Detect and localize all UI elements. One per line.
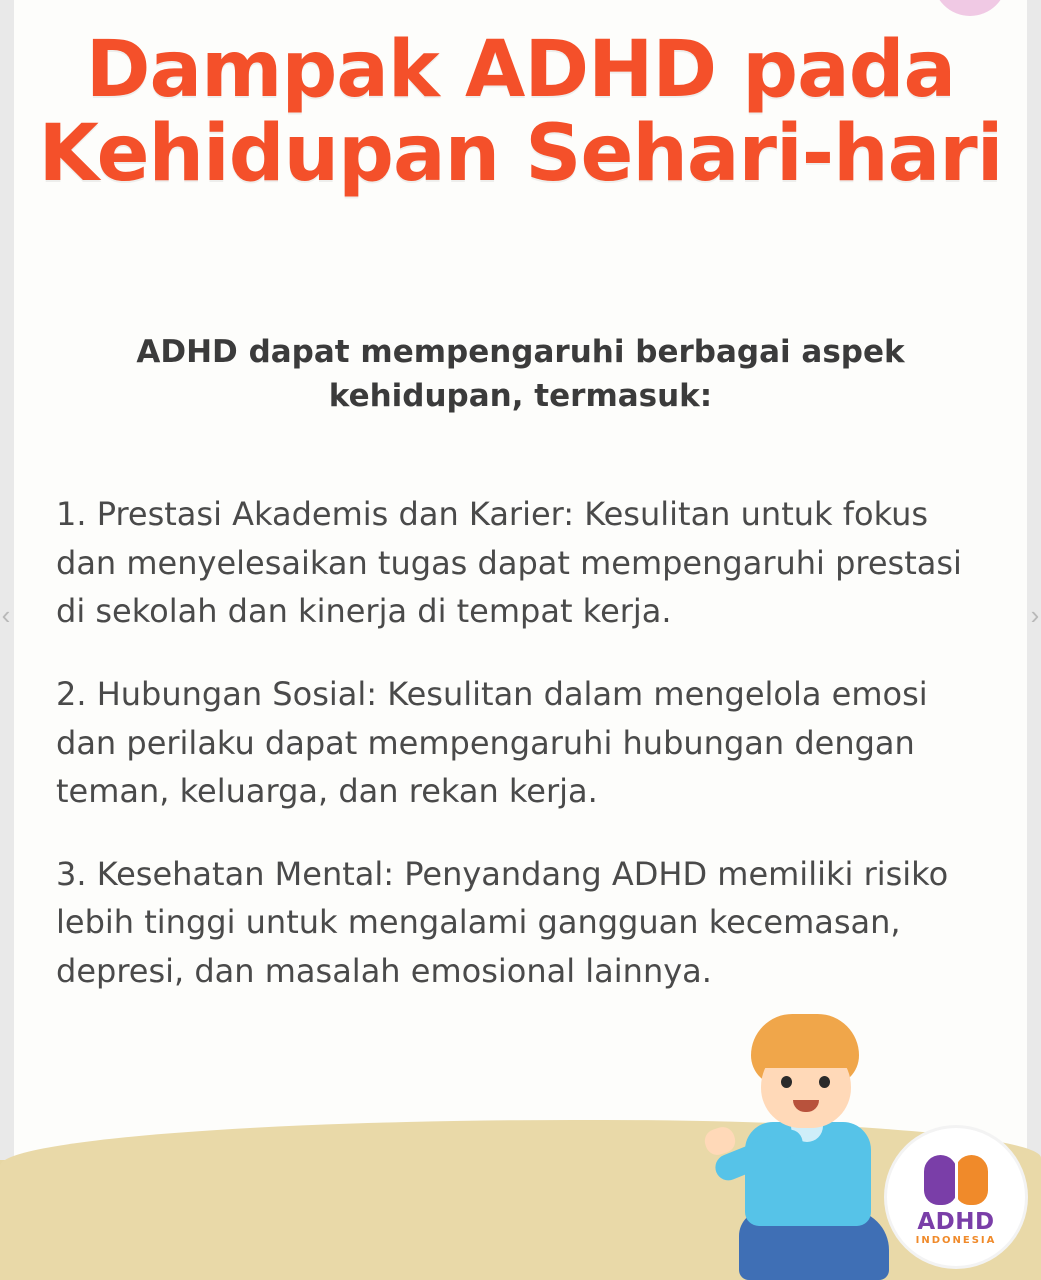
body-text xyxy=(56,490,996,1030)
body-paragraph-2: 2. Hubungan Sosial: Kesulitan dalam mengelola emosi dan perilaku dapat mempengaruhi hubungan dengan teman, keluarga, dan rekan kerja. xyxy=(56,674,928,811)
chevron-right-icon[interactable]: › xyxy=(1030,600,1040,630)
brand-logo xyxy=(887,1128,1025,1266)
logo-title: ADHD xyxy=(917,1208,995,1235)
decorative-bubble xyxy=(933,0,1007,16)
brain-divider xyxy=(955,1157,958,1203)
title-line-2: Kehidupan Sehari-hari xyxy=(38,109,1003,200)
brain-icon xyxy=(924,1155,988,1205)
body-paragraph-3: 3. Kesehatan Mental: Penyandang ADHD memiliki risiko lebih tinggi untuk mengalami gangguan kecemasan, depresi, dan masalah emosional lainnya. xyxy=(56,854,949,990)
title-line-1: Dampak ADHD pada xyxy=(85,25,956,115)
boy-eye-right xyxy=(819,1076,830,1088)
boy-hair-front xyxy=(755,1036,855,1068)
brain-right-hemisphere xyxy=(955,1155,988,1205)
brain-left-hemisphere xyxy=(924,1155,957,1205)
boy-eye-left xyxy=(781,1076,792,1088)
page-title xyxy=(0,25,1041,200)
body-paragraph-1: 1. Prestasi Akademis dan Karier: Kesulitan untuk fokus dan menyelesaikan tugas dapat mempengaruhi prestasi di sekolah dan kinerja di tempat kerja. xyxy=(56,495,962,631)
chevron-left-icon[interactable]: ‹ xyxy=(1,600,11,630)
logo-subtitle: INDONESIA xyxy=(915,1234,997,1246)
subtitle: ADHD dapat mempengaruhi berbagai aspek kehidupan, termasuk: xyxy=(136,334,905,415)
